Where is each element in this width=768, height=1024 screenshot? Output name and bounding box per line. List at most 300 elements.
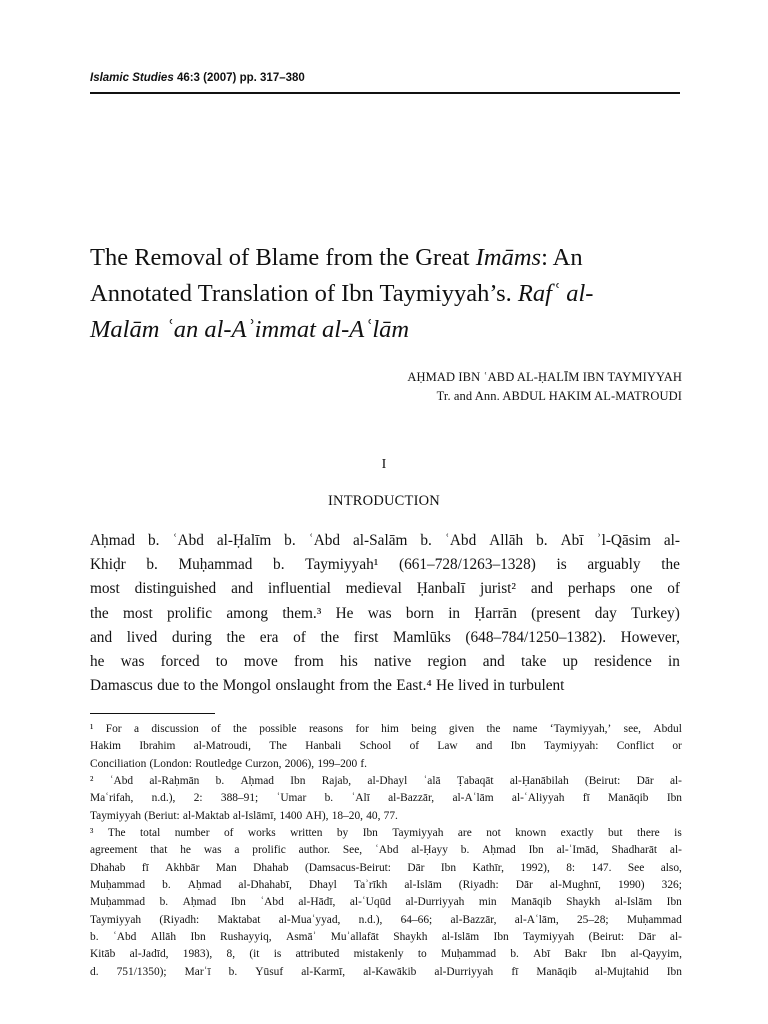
word: (it <box>249 948 260 961</box>
word: Taymiyyah <box>90 913 142 926</box>
word: in <box>493 677 505 695</box>
word: al-Durriyyah <box>405 896 465 909</box>
word: forced <box>160 652 200 670</box>
word: also, <box>660 861 682 874</box>
footnote-line <box>90 790 682 807</box>
word: al-Mujtahid <box>594 965 649 978</box>
word: b. <box>284 532 296 549</box>
word: day <box>594 604 617 622</box>
word: due <box>157 677 180 695</box>
word: he <box>90 652 105 670</box>
word: 40, <box>366 809 381 822</box>
word: them.³ <box>282 604 322 622</box>
word: Aḥmad <box>482 844 516 857</box>
word: Bakr <box>564 948 587 961</box>
word: fī <box>511 965 519 978</box>
word: see, <box>623 723 642 735</box>
word: al-Jadīd, <box>129 948 169 961</box>
word: move <box>243 652 278 670</box>
word: a <box>133 723 139 735</box>
word: Muḥammad <box>90 879 146 892</box>
word: that <box>150 844 168 857</box>
word: Taymiyyah: <box>544 740 599 753</box>
word: n.d.), <box>151 792 176 805</box>
word: Hanbali <box>305 740 342 753</box>
word: Turkey) <box>631 604 680 622</box>
word: Ibn <box>528 844 544 857</box>
word: Mongol <box>222 677 272 695</box>
word: of <box>293 628 306 646</box>
word: of <box>223 827 234 840</box>
footnote-line <box>90 877 682 894</box>
word: the <box>199 677 219 695</box>
word: distinguished <box>134 580 217 598</box>
word: or <box>672 740 682 753</box>
word: Maktabat <box>217 913 261 926</box>
running-head <box>90 72 680 84</box>
word: Shaykh <box>393 931 428 944</box>
word: al-Ḥalīm <box>216 532 272 549</box>
word: al-Salām <box>353 532 408 549</box>
footnotes <box>90 721 682 981</box>
word: al- <box>669 931 682 944</box>
word: Dār <box>636 775 654 788</box>
word: Rushayyiq, <box>220 931 272 944</box>
word: 199–200 <box>317 757 358 770</box>
word: 1992), <box>520 861 550 874</box>
word: Taymiyyah <box>90 809 142 822</box>
word: Shadharāt <box>611 844 658 857</box>
word: Mamlūks <box>393 628 451 646</box>
word: region <box>427 652 467 670</box>
word: in <box>448 604 461 622</box>
footnote-line <box>90 964 682 981</box>
word: was <box>367 604 392 622</box>
word: he <box>180 844 191 857</box>
word: 8: <box>566 861 576 874</box>
word: Kitāb <box>90 948 116 961</box>
word: turbulent <box>509 677 565 695</box>
word: take <box>520 652 547 670</box>
word: al-Qayyim, <box>630 948 682 961</box>
word: b. <box>90 931 99 944</box>
word: (Beirut: <box>588 931 625 944</box>
word: Dār <box>407 861 425 874</box>
word: and <box>475 740 493 753</box>
word: Man <box>215 861 237 874</box>
footnote-line <box>90 860 682 877</box>
word: (661–728/1263–1328) <box>399 556 536 574</box>
word: al-ʿImād, <box>556 844 599 857</box>
word: for <box>355 723 369 735</box>
word: Khiḍr <box>90 556 126 574</box>
word: al- <box>669 844 682 857</box>
word: b. <box>159 896 169 909</box>
body-line <box>90 674 680 698</box>
word: al- <box>669 775 682 788</box>
word: al-Maktab <box>182 809 230 822</box>
word: (London: <box>149 757 192 770</box>
header-rule <box>90 92 680 94</box>
word: is <box>556 556 567 574</box>
word: al-Durriyyah <box>434 965 494 978</box>
footnote-line <box>90 929 682 946</box>
word: Abdul <box>653 723 682 735</box>
footnote-line <box>90 756 682 773</box>
word: al-Aʿlām <box>452 792 494 805</box>
word: Ḥanbalī <box>416 580 466 598</box>
body-line <box>90 626 680 650</box>
word: min <box>478 896 497 909</box>
word: Ibn <box>190 931 206 944</box>
word: al-Bazzār, <box>450 913 497 926</box>
word: (Beirut: <box>584 775 621 788</box>
word: works <box>247 827 276 840</box>
word: Ibn <box>230 896 246 909</box>
word: was <box>203 844 222 857</box>
word: Marʿī <box>184 965 211 978</box>
word: Manāqib <box>536 965 577 978</box>
word: b. <box>146 556 158 574</box>
word: b. <box>536 532 548 549</box>
word: the <box>90 604 109 622</box>
footnote-rule <box>90 713 215 714</box>
word: 326; <box>661 879 682 892</box>
word: Muʾallafāt <box>330 931 379 944</box>
title-line: Malām ʿan al-Aʾimmat al-Aʿlām <box>90 316 410 343</box>
word: ² <box>90 775 94 788</box>
word: Manāqib <box>511 896 552 909</box>
word: but <box>607 827 623 840</box>
word: discussion <box>151 723 199 735</box>
word: first <box>353 628 379 646</box>
word: a <box>234 844 240 857</box>
word: onslaught <box>275 677 335 695</box>
word: Ibn <box>510 740 526 753</box>
word: Rajab, <box>321 775 352 788</box>
word: Ibn <box>600 948 617 961</box>
journal-citation: 46:3 (2007) pp. 317–380 <box>176 72 305 84</box>
word: his <box>339 652 358 670</box>
footnote-line <box>90 773 682 790</box>
word: Dār <box>515 879 533 892</box>
word: is <box>674 827 682 840</box>
word: 2006), <box>284 757 315 770</box>
word: al-Islām <box>614 896 653 909</box>
word: 1400 <box>279 809 303 822</box>
footnote-line <box>90 825 682 842</box>
word: Curzon, <box>245 757 282 770</box>
word: 25–28; <box>576 913 609 926</box>
translator-credit: Tr. and Ann. ABDUL HAKIM AL-MATROUDI <box>436 389 682 403</box>
word: b. <box>324 792 334 805</box>
word: d. <box>90 965 99 978</box>
word: Conciliation <box>90 757 147 770</box>
word: and <box>530 580 553 598</box>
word: However, <box>620 628 680 646</box>
word: See, <box>342 844 363 857</box>
author-name: AḤMAD IBN ʿABD AL-ḤALĪM IBN TAYMIYYAH <box>407 370 682 384</box>
word: the <box>661 556 680 574</box>
word: possible <box>259 723 297 735</box>
word: and <box>231 580 254 598</box>
word: author. <box>298 844 330 857</box>
word: b. <box>460 844 470 857</box>
word: b. <box>273 556 285 574</box>
word: Ibrahim <box>139 740 176 753</box>
word: ³ <box>90 827 94 840</box>
footnote-line <box>90 894 682 911</box>
body-line <box>90 650 680 674</box>
word: prolific <box>252 844 286 857</box>
word: Kathīr, <box>472 861 504 874</box>
word: and <box>482 652 505 670</box>
body-line <box>90 602 680 626</box>
word: arguably <box>587 556 641 574</box>
word: known <box>515 827 547 840</box>
word: ‘Taymiyyah,’ <box>549 723 612 735</box>
word: ʿAbd <box>308 532 341 549</box>
word: one <box>630 580 653 598</box>
word: 1983), <box>182 948 213 961</box>
word: al-Bazzār, <box>388 792 435 805</box>
word: For <box>105 723 122 735</box>
section-numeral: I <box>381 457 387 472</box>
footnote-line <box>90 912 682 929</box>
word: total <box>140 827 161 840</box>
word: AH), <box>305 809 329 822</box>
word: was <box>120 652 145 670</box>
word: al- <box>663 532 680 549</box>
word: Ibn <box>362 827 378 840</box>
word: al-Dhahabī, <box>238 879 292 892</box>
word: Dhahab <box>253 861 289 874</box>
word: from <box>294 652 324 670</box>
word: (present <box>531 604 581 622</box>
word: 64–66; <box>400 913 433 926</box>
word: al-ʿAliyyah <box>511 792 565 805</box>
word: number <box>174 827 210 840</box>
word: 18–20, <box>331 809 364 822</box>
word: b. <box>420 532 432 549</box>
word: Ibn <box>290 775 306 788</box>
word: al-Hādī, <box>298 896 336 909</box>
word: influential <box>268 580 331 598</box>
word: Taʾrīkh <box>353 879 388 892</box>
footnote-line <box>90 946 682 963</box>
word: Abī <box>533 948 551 961</box>
word: ʿAbd <box>260 896 284 909</box>
word: prolific <box>167 604 213 622</box>
word: Aḥmad <box>187 879 222 892</box>
word: Ibn <box>666 896 682 909</box>
word: (Beriut: <box>144 809 180 822</box>
word: native <box>373 652 412 670</box>
word: Hakim <box>90 740 122 753</box>
word: Muḥammad <box>440 948 497 961</box>
word: Dhayl <box>308 879 337 892</box>
word: the <box>373 677 392 695</box>
word: 1990) <box>617 879 645 892</box>
footnote-line <box>90 738 682 755</box>
word: Yūsuf <box>255 965 284 978</box>
body-line <box>90 553 680 577</box>
word: (Damsacus-Beirut: <box>304 861 391 874</box>
word: Law <box>437 740 458 753</box>
word: exactly <box>560 827 594 840</box>
word: perhaps <box>567 580 616 598</box>
word: Ibn <box>666 965 682 978</box>
word: Shaykh <box>566 896 601 909</box>
word: n.d.), <box>358 913 383 926</box>
word: f. <box>360 757 368 770</box>
footnote-line <box>90 842 682 859</box>
word: ʿAbd <box>374 844 399 857</box>
word: al-Ḥanābilah <box>509 775 569 788</box>
word: 751/1350); <box>116 965 167 978</box>
word: ʿAbd <box>109 775 134 788</box>
word: Maʿrifah, <box>90 792 134 805</box>
word: (Riyadh: <box>458 879 499 892</box>
word: al-Aʿlām, <box>514 913 559 926</box>
word: of <box>211 723 221 735</box>
word: most <box>90 580 120 598</box>
word: by <box>336 827 349 840</box>
word: al-Islām <box>441 931 480 944</box>
word: to <box>417 948 427 961</box>
word: 2: <box>193 792 203 805</box>
word: to <box>183 677 196 695</box>
article-title <box>90 240 690 348</box>
word: Allāh <box>489 532 524 549</box>
word: ʿAbd <box>112 931 137 944</box>
word: al-Muaʿyyad, <box>278 913 341 926</box>
word: reasons <box>308 723 344 735</box>
word: medieval <box>345 580 402 598</box>
word: lived <box>126 628 158 646</box>
word: him <box>381 723 399 735</box>
section-heading: INTRODUCTION <box>328 493 440 509</box>
word: al-ʿUqūd <box>349 896 391 909</box>
word: He <box>436 677 454 695</box>
word: ʾl-Qāsim <box>596 532 651 549</box>
body-line <box>90 529 680 553</box>
word: (648–784/1250–1382). <box>465 628 607 646</box>
word: ʿAbd <box>444 532 477 549</box>
journal-name: Islamic Studies <box>90 72 174 84</box>
word: 147. <box>591 861 612 874</box>
word: of <box>409 740 420 753</box>
word: the <box>320 628 340 646</box>
word: mistakenly <box>353 948 404 961</box>
word: Ḥarrān <box>474 604 517 622</box>
word: 8, <box>226 948 236 961</box>
word: Dār <box>638 931 656 944</box>
word: al-Ḥayy <box>411 844 448 857</box>
word: The <box>107 827 126 840</box>
body-paragraph <box>90 529 680 698</box>
word: among <box>226 604 269 622</box>
word: ¹ <box>90 723 94 735</box>
word: He <box>335 604 354 622</box>
word: b. <box>148 532 160 549</box>
word: Taymiyyah <box>523 931 575 944</box>
word: Ibn <box>493 931 509 944</box>
word: al-Islām <box>404 879 442 892</box>
word: Manāqib <box>608 792 649 805</box>
word: not <box>486 827 501 840</box>
word: Aḥmad <box>90 532 136 549</box>
body-line <box>90 577 680 601</box>
word: Asmāʾ <box>286 931 317 944</box>
word: from <box>339 677 369 695</box>
word: during <box>171 628 212 646</box>
word: (Riyadh: <box>159 913 200 926</box>
word: al-Dhayl <box>367 775 408 788</box>
word: al-Islāmī, <box>232 809 277 822</box>
word: See <box>627 861 645 874</box>
word: are <box>457 827 472 840</box>
word: name <box>512 723 538 735</box>
word: born <box>405 604 434 622</box>
word: Routledge <box>195 757 242 770</box>
word: al-Mughnī, <box>549 879 601 892</box>
word: al-Raḥmān <box>149 775 200 788</box>
word: most <box>123 604 153 622</box>
word: Allāh <box>150 931 177 944</box>
word: is <box>273 948 282 961</box>
word: residence <box>594 652 652 670</box>
word: Dhahab <box>90 861 126 874</box>
word: in <box>668 652 680 670</box>
word: Muḥammad <box>178 556 253 574</box>
word: Aḥmad <box>182 896 217 909</box>
word: Damascus <box>90 677 153 695</box>
word: written <box>290 827 323 840</box>
word: to <box>215 652 228 670</box>
word: attributed <box>295 948 340 961</box>
word: of <box>667 580 680 598</box>
word: East.⁴ <box>396 677 432 695</box>
word: ʿUmar <box>276 792 307 805</box>
word: the <box>233 723 247 735</box>
word: given <box>448 723 475 735</box>
word: Abī <box>560 532 584 549</box>
word: agreement <box>90 844 138 857</box>
word: School <box>359 740 392 753</box>
footnote-line <box>90 808 682 825</box>
word: Muḥammad <box>626 913 682 926</box>
word: al-Karmī, <box>301 965 346 978</box>
word: and <box>90 628 113 646</box>
word: Taymiyyah <box>392 827 444 840</box>
word: 388–91; <box>220 792 259 805</box>
word: jurist² <box>479 580 517 598</box>
word: Conflict <box>616 740 655 753</box>
word: lived <box>458 677 489 695</box>
word: Aḥmad <box>240 775 274 788</box>
word: Ibn <box>440 861 457 874</box>
word: Ibn <box>666 792 682 805</box>
word: there <box>636 827 660 840</box>
word: the <box>486 723 501 735</box>
word: The <box>269 740 287 753</box>
word: Akhbār <box>165 861 200 874</box>
title-line: The Removal of Blame from the Great Imāms: An <box>90 244 583 271</box>
word: up <box>562 652 578 670</box>
word: fī <box>582 792 590 805</box>
title-line: Annotated Translation of Ibn Taymiyyah’s. Rafʿ al- <box>90 280 594 307</box>
